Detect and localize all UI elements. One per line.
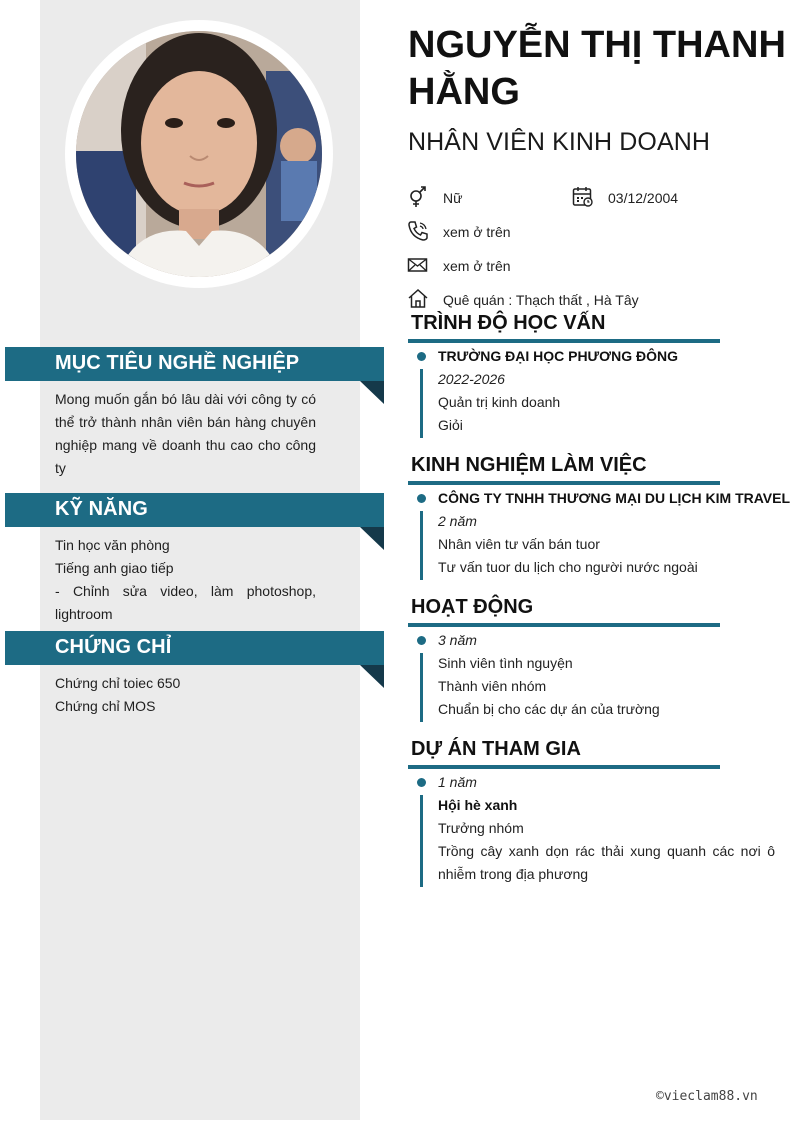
- activities-title: HOẠT ĐỘNG: [411, 596, 534, 618]
- experience-description: Tư vấn tuor du lịch cho người nước ngoài: [438, 559, 698, 575]
- activities-timeline-dot: [417, 636, 426, 645]
- job-title: NHÂN VIÊN KINH DOANH: [408, 128, 711, 156]
- skill-item: - Chỉnh sửa video, làm photoshop, lightroom: [55, 583, 316, 622]
- experience-underline: [408, 481, 720, 485]
- certificate-item: Chứng chỉ toiec 650: [55, 675, 181, 691]
- activity-item: Sinh viên tình nguyện: [438, 655, 573, 671]
- experience-position: Nhân viên tư vấn bán tuor: [438, 536, 600, 552]
- watermark: ©vieclam88.vn: [656, 1089, 758, 1104]
- activities-underline: [408, 623, 720, 627]
- activity-item: Chuẩn bị cho các dự án của trường: [438, 701, 660, 717]
- skill-item: Tiếng anh giao tiếp: [55, 560, 174, 576]
- projects-timeline-dot: [417, 778, 426, 787]
- education-major: Quản trị kinh doanh: [438, 394, 561, 410]
- experience-entry: [438, 487, 790, 579]
- education-underline: [408, 339, 720, 343]
- education-period: 2022-2026: [438, 371, 505, 387]
- mail-icon: [407, 254, 429, 276]
- avatar: [76, 31, 322, 277]
- education-timeline-dot: [417, 352, 426, 361]
- certificates-banner-fold: [360, 665, 384, 688]
- skills-list: [55, 534, 316, 626]
- experience-timeline-dot: [417, 494, 426, 503]
- gender-value: Nữ: [443, 190, 463, 206]
- certificates-title: CHỨNG CHỈ: [55, 636, 172, 658]
- certificates-list: [55, 672, 316, 718]
- education-timeline-bar: [420, 369, 423, 438]
- company-name: CÔNG TY TNHH THƯƠNG MẠI DU LỊCH KIM TRAVEL: [438, 490, 791, 506]
- objective-title: MỤC TIÊU NGHỀ NGHIỆP: [55, 352, 300, 374]
- experience-timeline-bar: [420, 511, 423, 580]
- birthdate-value: 03/12/2004: [608, 190, 679, 206]
- certificate-item: Chứng chỉ MOS: [55, 698, 156, 714]
- objective-banner-fold: [360, 381, 384, 404]
- projects-timeline-bar: [420, 795, 423, 887]
- gender-icon: [407, 186, 429, 208]
- hometown-value: Quê quán : Thạch thất , Hà Tây: [443, 292, 639, 308]
- project-role: Trưởng nhóm: [438, 820, 524, 836]
- candidate-name: NGUYỄN THỊ THANH HẰNG: [408, 24, 786, 113]
- skills-banner: [5, 493, 384, 527]
- experience-duration: 2 năm: [438, 513, 477, 529]
- activities-timeline-bar: [420, 653, 423, 722]
- projects-underline: [408, 765, 720, 769]
- calendar-icon: [572, 186, 594, 208]
- email-value: xem ở trên: [443, 258, 511, 274]
- objective-banner: [5, 347, 384, 381]
- projects-entry: [438, 771, 775, 886]
- skills-banner-fold: [360, 527, 384, 550]
- project-description: Trồng cây xanh dọn rác thải xung quanh các nơi ô nhiễm trong địa phương: [438, 843, 775, 882]
- phone-icon: [407, 220, 429, 242]
- phone-value: xem ở trên: [443, 224, 511, 240]
- school-name: TRƯỜNG ĐẠI HỌC PHƯƠNG ĐÔNG: [438, 348, 679, 364]
- education-title: TRÌNH ĐỘ HỌC VẤN: [411, 312, 606, 334]
- education-grade: Giỏi: [438, 417, 463, 433]
- activities-duration: 3 năm: [438, 632, 477, 648]
- experience-title: KINH NGHIỆM LÀM VIỆC: [411, 454, 647, 476]
- education-entry: [438, 345, 678, 437]
- activities-entry: [438, 629, 660, 721]
- skill-item: Tin học văn phòng: [55, 537, 170, 553]
- project-name: Hội hè xanh: [438, 797, 518, 813]
- activity-item: Thành viên nhóm: [438, 678, 547, 694]
- skills-title: KỸ NĂNG: [55, 498, 148, 520]
- objective-text: Mong muốn gắn bó lâu dài với công ty có thể trở thành nhân viên bán hàng chuyên nghiệp mang về doanh thu cao cho công ty: [55, 391, 316, 476]
- home-icon: [407, 288, 429, 310]
- projects-duration: 1 năm: [438, 774, 477, 790]
- certificates-banner: [5, 631, 384, 665]
- projects-title: DỰ ÁN THAM GIA: [411, 738, 581, 760]
